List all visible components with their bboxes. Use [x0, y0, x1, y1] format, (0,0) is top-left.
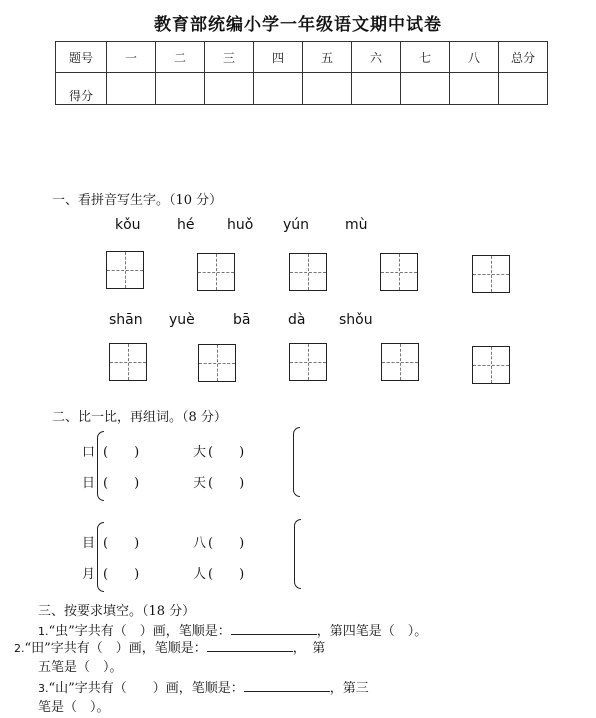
fill-question-3: [38, 677, 369, 696]
pinyin-label: kǒu: [115, 217, 141, 233]
word-paren[interactable]: ( ): [103, 536, 140, 551]
compare-char: 月: [82, 567, 96, 582]
answer-blank[interactable]: [244, 679, 330, 692]
score-cell[interactable]: [107, 73, 156, 105]
table-cell: 总分: [499, 42, 548, 73]
pinyin-label: hé: [177, 217, 195, 233]
compare-char: 八: [193, 536, 207, 551]
pinyin-label: shān: [109, 312, 143, 328]
section2-heading: 二、比一比，再组词。（8 分）: [52, 410, 227, 425]
table-cell: 四: [254, 42, 303, 73]
pinyin-label: bā: [233, 312, 251, 328]
fill-question-2: [14, 637, 325, 656]
section1-heading: 一、看拼音写生字。（10 分）: [52, 193, 223, 208]
question-text: “田”字共有（ ）画，笔顺是：: [24, 641, 207, 656]
pinyin-label: mù: [345, 217, 368, 233]
score-cell[interactable]: [303, 73, 352, 105]
writing-grid-box[interactable]: [380, 253, 418, 291]
word-paren[interactable]: ( ): [208, 567, 245, 582]
word-paren[interactable]: ( ): [103, 567, 140, 582]
compare-char: 目: [82, 536, 96, 551]
writing-grid-box[interactable]: [109, 343, 147, 381]
word-paren[interactable]: ( ): [103, 445, 140, 460]
score-cell[interactable]: [450, 73, 499, 105]
question-text: “虫”字共有（ ）画，笔顺是：: [48, 624, 231, 639]
question-number: 1.: [38, 625, 49, 638]
word-paren[interactable]: ( ): [208, 536, 245, 551]
section3-heading: 三、按要求填空。（18 分）: [38, 604, 196, 619]
score-cell[interactable]: [499, 73, 548, 105]
word-paren[interactable]: ( ): [103, 476, 140, 491]
answer-blank[interactable]: [231, 622, 317, 635]
table-cell: 七: [401, 42, 450, 73]
writing-grid-box[interactable]: [472, 346, 510, 384]
writing-grid-box[interactable]: [198, 344, 236, 382]
page-title: 教育部统编小学一年级语文期中试卷: [154, 15, 442, 35]
table-cell: 二: [156, 42, 205, 73]
score-table-score-row: [56, 73, 548, 105]
writing-grid-box[interactable]: [106, 251, 144, 289]
writing-grid-box[interactable]: [381, 343, 419, 381]
table-cell: 得分: [56, 73, 107, 105]
table-cell: 八: [450, 42, 499, 73]
score-cell[interactable]: [352, 73, 401, 105]
question-text: “山”字共有（ ）画，笔顺是：: [48, 681, 244, 696]
fill-question-2-cont: 五笔是（ ）。: [38, 660, 123, 675]
question-number: 3.: [38, 682, 49, 695]
compare-char: 大: [193, 445, 207, 460]
table-cell: 五: [303, 42, 352, 73]
writing-grid-box[interactable]: [197, 253, 235, 291]
table-cell: 三: [205, 42, 254, 73]
word-paren[interactable]: ( ): [208, 445, 245, 460]
left-brace: [294, 519, 301, 589]
question-text: ， 第: [292, 641, 326, 656]
table-cell: 题号: [56, 42, 107, 73]
question-text: ，第三: [329, 681, 369, 696]
writing-grid-box[interactable]: [472, 255, 510, 293]
question-text: ，第四笔是（ ）。: [316, 624, 428, 639]
answer-blank[interactable]: [207, 639, 293, 652]
fill-question-3-cont: 笔是（ ）。: [38, 700, 110, 715]
writing-grid-box[interactable]: [289, 253, 327, 291]
score-cell[interactable]: [254, 73, 303, 105]
pinyin-label: shǒu: [339, 312, 373, 328]
score-cell[interactable]: [205, 73, 254, 105]
score-table-header-row: [56, 42, 548, 73]
compare-char: 人: [193, 567, 207, 582]
score-cell[interactable]: [401, 73, 450, 105]
pinyin-label: yuè: [169, 312, 195, 328]
compare-char: 天: [193, 476, 207, 491]
compare-char: 口: [82, 445, 96, 460]
question-number: 2.: [14, 642, 25, 655]
pinyin-label: dà: [288, 312, 306, 328]
table-cell: 六: [352, 42, 401, 73]
score-cell[interactable]: [156, 73, 205, 105]
score-table: [55, 41, 548, 105]
left-brace: [293, 427, 300, 497]
writing-grid-box[interactable]: [289, 343, 327, 381]
pinyin-label: yún: [283, 217, 310, 233]
pinyin-label: huǒ: [227, 217, 254, 233]
compare-char: 日: [82, 476, 96, 491]
table-cell: 一: [107, 42, 156, 73]
word-paren[interactable]: ( ): [208, 476, 245, 491]
